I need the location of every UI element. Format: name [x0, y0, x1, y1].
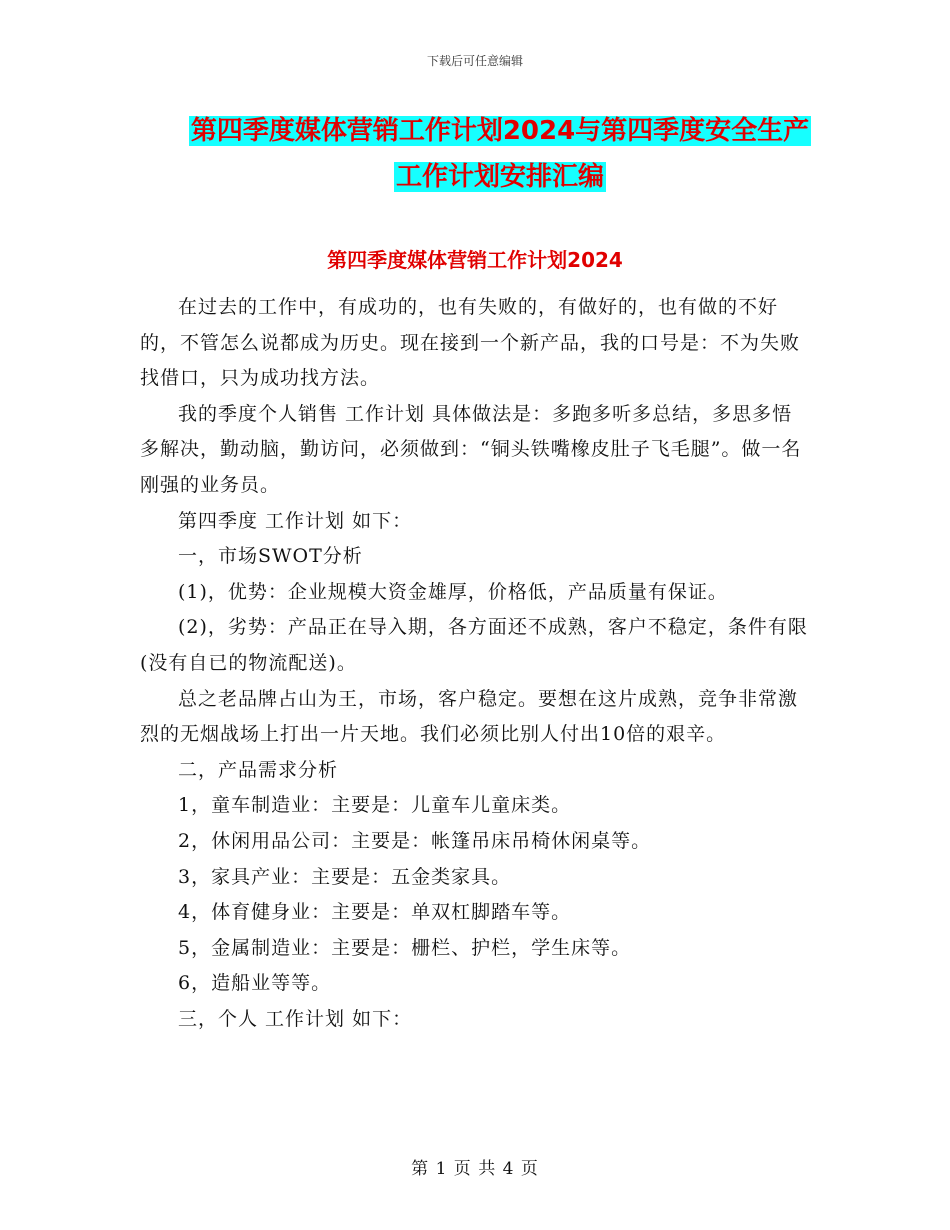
paragraph: 2，休闲用品公司：主要是：帐篷吊床吊椅休闲桌等。 [178, 829, 652, 852]
paragraph: 4，体育健身业：主要是：单双杠脚踏车等。 [178, 901, 572, 924]
section-title: 第四季度媒体营销工作计划2024 [327, 248, 623, 272]
paragraph: 我的季度个人销售 工作计划 具体做法是：多跑多听多总结，多思多悟多解决，勤动脑，勤访问，必须做到：“铜头铁嘴橡皮肚子飞毛腿”。做一名刚强的业务员。 [140, 402, 802, 496]
paragraph: 第四季度 工作计划 如下： [178, 509, 413, 532]
title-line-1: 第四季度媒体营销工作计划2024与第四季度安全生产 [190, 116, 810, 146]
paragraph: 三，个人 工作计划 如下： [178, 1007, 413, 1030]
paragraph: (1)，优势：企业规模大资金雄厚，价格低，产品质量有保证。 [178, 580, 728, 603]
paragraph: 5，金属制造业：主要是：栅栏、护栏，学生床等。 [178, 936, 632, 959]
document-title [140, 108, 860, 200]
title-line-2: 工作计划安排汇编 [395, 162, 604, 192]
paragraph: (2)，劣势：产品正在导入期，各方面还不成熟，客户不稳定，条件有限(没有自已的物流配送)。 [140, 616, 808, 674]
page-header-note: 下载后可任意编辑 [426, 54, 523, 68]
document-body [140, 290, 810, 1037]
paragraph: 1，童车制造业：主要是：儿童车儿童床类。 [178, 794, 572, 817]
paragraph: 3，家具产业：主要是：五金类家具。 [178, 865, 512, 888]
paragraph: 二，产品需求分析 [178, 758, 339, 781]
paragraph: 6，造船业等等。 [178, 972, 332, 995]
paragraph: 总之老品牌占山为王，市场，客户稳定。要想在这片成熟，竞争非常激烈的无烟战场上打出一片天地。我们必须比别人付出10倍的艰辛。 [140, 687, 799, 746]
page-number: 第 1 页 共 4 页 [411, 1159, 539, 1179]
paragraph: 在过去的工作中，有成功的，也有失败的，有做好的，也有做的不好的，不管怎么说都成为历史。现在接到一个新产品，我的口号是：不为失败找借口，只为成功找方法。 [140, 296, 801, 390]
paragraph: 一，市场SWOT分析 [178, 545, 363, 568]
